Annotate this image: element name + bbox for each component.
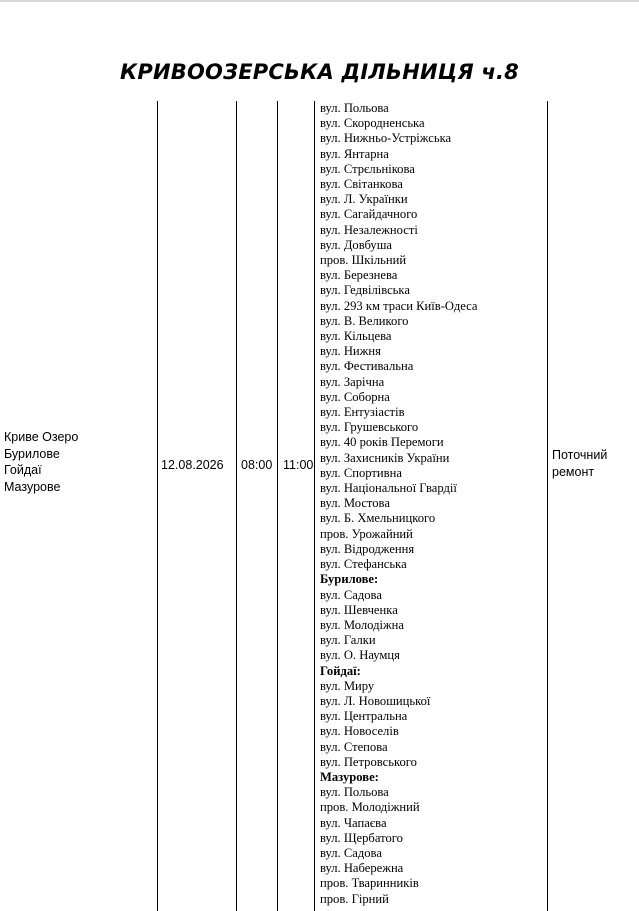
- settlement-header: Гойдаї:: [320, 663, 361, 678]
- column-divider: [236, 101, 237, 911]
- street-item: вул. В. Великого: [320, 313, 409, 328]
- street-item: вул. Соборна: [320, 389, 390, 404]
- street-item: вул. Польова: [320, 785, 389, 800]
- street-item: вул. Березнева: [320, 268, 398, 283]
- column-divider: [547, 101, 548, 911]
- streets-cell: [320, 101, 478, 907]
- street-item: вул. Відродження: [320, 541, 415, 556]
- column-divider: [314, 101, 315, 911]
- street-item: вул. Спортивна: [320, 465, 402, 480]
- street-item: вул. Б. Хмельницкого: [320, 511, 436, 526]
- street-item: вул. 293 км траси Київ-Одеса: [320, 298, 478, 313]
- street-item: вул. Сагайдачного: [320, 207, 418, 222]
- street-item: вул. Стрєльнікова: [320, 161, 415, 176]
- settlement-header: Бурилове:: [320, 572, 379, 587]
- street-item: вул. Миру: [320, 678, 375, 693]
- street-item: вул. Національної Гвардії: [320, 481, 457, 496]
- settlement-header: Мазурове:: [320, 769, 379, 784]
- work-type-cell: [552, 447, 607, 480]
- settlement-name: Мазурове: [4, 479, 61, 494]
- street-item: вул. Степова: [320, 739, 388, 754]
- street-item: вул. Л. Українки: [320, 192, 408, 207]
- page-title: КРИВООЗЕРСЬКА ДІЛЬНИЦЯ ч.8: [120, 60, 519, 84]
- column-divider: [157, 101, 158, 911]
- street-item: вул. Чапаєва: [320, 815, 387, 830]
- street-item: пров. Молодіжний: [320, 800, 420, 815]
- date-cell: 12.08.2026: [161, 458, 224, 472]
- street-item: пров. Урожайний: [320, 526, 413, 541]
- street-item: вул. Шевченка: [320, 602, 398, 617]
- street-item: вул. Новоселів: [320, 724, 399, 739]
- time-end-cell: 11:00: [283, 458, 314, 472]
- street-item: вул. Фестивальна: [320, 359, 414, 374]
- street-item: вул. Садова: [320, 845, 382, 860]
- street-item: вул. Нижня: [320, 344, 381, 359]
- street-item: вул. Молодіжна: [320, 617, 405, 632]
- street-item: вул. Центральна: [320, 709, 408, 724]
- street-item: вул. Довбуша: [320, 237, 393, 252]
- street-item: пров. Тваринників: [320, 876, 419, 891]
- settlement-name: Криве Озеро: [4, 430, 79, 444]
- street-item: вул. Гедвілівська: [320, 283, 410, 298]
- street-item: вул. Ентузіастів: [320, 405, 405, 420]
- settlements-cell: [4, 429, 78, 495]
- street-item: вул. Незалежності: [320, 222, 418, 237]
- street-item: вул. Щербатого: [320, 830, 403, 845]
- street-item: вул. Скородненська: [320, 116, 425, 131]
- street-item: вул. Польова: [320, 101, 389, 115]
- street-item: вул. Стефанська: [320, 557, 407, 572]
- work-type-line: ремонт: [552, 464, 595, 479]
- street-item: вул. Набережна: [320, 861, 404, 876]
- street-item: вул. Нижньо-Устріжська: [320, 131, 452, 146]
- street-item: вул. Садова: [320, 587, 382, 602]
- street-item: вул. Кільцева: [320, 329, 392, 344]
- street-item: вул. Галки: [320, 633, 376, 648]
- street-item: вул. Янтарна: [320, 146, 389, 161]
- settlement-name: Бурилове: [4, 446, 60, 461]
- street-item: вул. Л. Новошицької: [320, 693, 431, 708]
- street-item: вул. Світанкова: [320, 177, 403, 192]
- work-type-line: Поточний: [552, 448, 608, 462]
- settlement-name: Гойдаї: [4, 463, 42, 477]
- time-start-cell: 08:00: [241, 458, 273, 472]
- street-item: вул. Мостова: [320, 496, 390, 511]
- street-item: вул. 40 років Перемоги: [320, 435, 444, 450]
- street-item: вул. Зарічна: [320, 374, 385, 389]
- street-item: вул. О. Наумця: [320, 648, 400, 663]
- top-divider: [0, 0, 639, 2]
- street-item: вул. Захисників України: [320, 450, 450, 465]
- street-item: пров. Гірний: [320, 891, 389, 906]
- street-item: пров. Шкільний: [320, 253, 407, 268]
- column-divider: [277, 101, 278, 911]
- street-item: вул. Грушевського: [320, 420, 419, 435]
- street-item: вул. Петровського: [320, 754, 417, 769]
